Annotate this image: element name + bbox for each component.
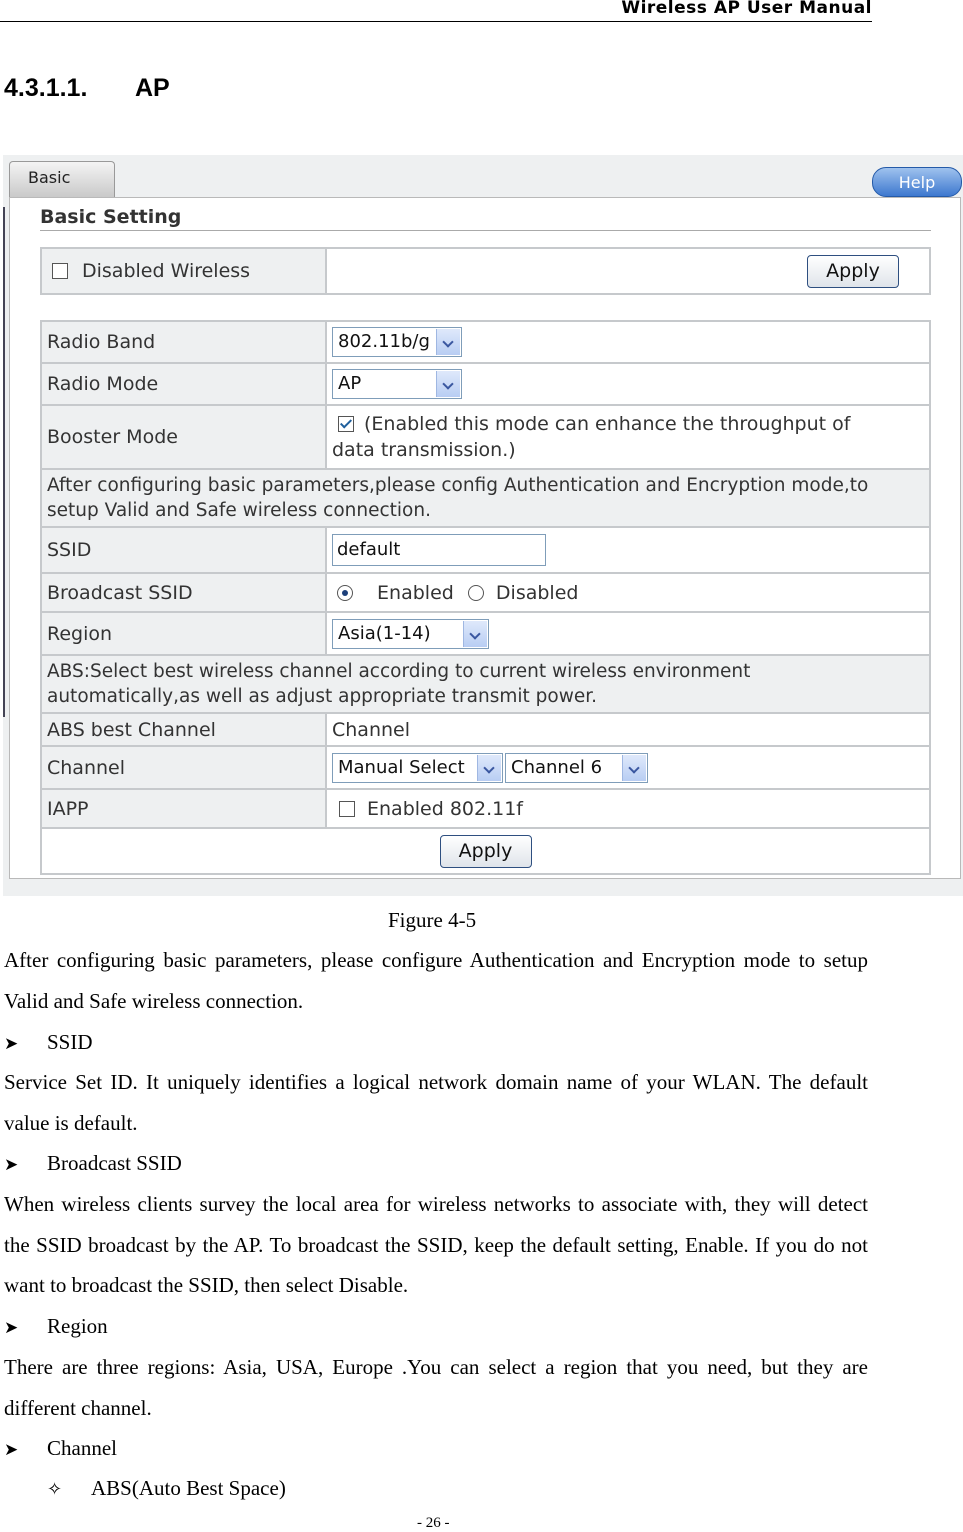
chevron-down-icon — [477, 755, 501, 781]
radio-band-select[interactable] — [332, 327, 462, 357]
radio-mode-select[interactable] — [332, 369, 462, 399]
row-note-auth — [41, 469, 930, 527]
region-value: Asia(1-14) — [338, 622, 431, 644]
bullet-ssid-label: SSID — [47, 1030, 93, 1054]
arrow-bullet-icon: ➤ — [4, 1155, 19, 1175]
iapp-checkbox[interactable] — [339, 801, 355, 817]
sub-bullet-abs-label: ABS(Auto Best Space) — [91, 1476, 286, 1500]
chevron-down-icon — [436, 371, 460, 397]
broadcast-enabled-label: Enabled — [377, 581, 454, 604]
help-button[interactable]: Help — [872, 167, 962, 197]
iapp-label: IAPP — [41, 789, 326, 828]
bullet-ssid — [4, 1022, 93, 1064]
bullet-channel-label: Channel — [47, 1436, 117, 1460]
channel-number-select[interactable] — [505, 753, 648, 783]
row-note-abs — [41, 655, 930, 713]
arrow-bullet-icon: ➤ — [4, 1440, 19, 1460]
disabled-wireless-checkbox[interactable] — [52, 263, 68, 279]
left-edge-divider — [3, 207, 5, 717]
radio-mode-label: Radio Mode — [41, 363, 326, 405]
section-title — [4, 74, 170, 103]
basic-setting-heading: Basic Setting — [40, 206, 182, 228]
broadcast-ssid-label: Broadcast SSID — [41, 573, 326, 612]
row-iapp — [41, 789, 930, 828]
figure-caption: Figure 4-5 — [388, 908, 477, 932]
broadcast-enabled-radio[interactable] — [337, 585, 353, 601]
row-region — [41, 612, 930, 655]
chevron-down-icon — [436, 329, 460, 355]
abs-best-channel-value: Channel — [326, 713, 930, 746]
bullet-region — [4, 1306, 108, 1348]
paragraph-ssid: Service Set ID. It uniquely identifies a logical network domain name of your WLAN. The default value is default. — [4, 1070, 868, 1135]
section-name: AP — [135, 74, 170, 102]
row-abs-best-channel — [41, 713, 930, 746]
row-ssid — [41, 527, 930, 573]
radio-band-value: 802.11b/g — [338, 331, 430, 352]
note-auth-line-2: setup Valid and Safe wireless connection. — [47, 500, 431, 521]
disabled-wireless-label: Disabled Wireless — [82, 260, 251, 282]
paragraph-intro: After configuring basic parameters, please configure Authentication and Encryption mode to setup Valid and Safe wireless connection. — [4, 948, 868, 1013]
paragraph-region: There are three regions: Asia, USA, Europe .You can select a region that you need, but they are different channel. — [4, 1355, 868, 1420]
arrow-bullet-icon: ➤ — [4, 1034, 19, 1054]
note-abs-line-1: ABS:Select best wireless channel according to current wireless environment — [47, 661, 751, 682]
note-abs-line-2: automatically,as well as adjust appropriate transmit power. — [47, 686, 598, 707]
ssid-label: SSID — [41, 527, 326, 573]
bullet-broadcast-ssid — [4, 1143, 182, 1185]
channel-label: Channel — [41, 746, 326, 789]
row-broadcast-ssid — [41, 573, 930, 612]
row-channel — [41, 746, 930, 789]
disabled-wireless-cell — [41, 248, 326, 294]
booster-mode-text-2: data transmission.) — [332, 439, 516, 461]
basic-setting-screenshot — [3, 155, 963, 896]
row-radio-band — [41, 321, 930, 363]
tab-basic[interactable]: Basic — [9, 161, 115, 197]
iapp-value: Enabled 802.11f — [367, 797, 523, 820]
booster-mode-text-1: (Enabled this mode can enhance the throughput of — [364, 413, 851, 435]
radio-band-label: Radio Band — [41, 321, 326, 363]
chevron-down-icon — [622, 755, 646, 781]
broadcast-disabled-radio[interactable] — [468, 585, 484, 601]
apply-button-top[interactable]: Apply — [807, 255, 899, 288]
wireless-settings-table — [40, 320, 931, 875]
page-number: - 26 - — [417, 1515, 450, 1531]
booster-mode-checkbox[interactable] — [338, 416, 354, 432]
page-header: Wireless AP User Manual — [0, 0, 872, 22]
heading-rule — [40, 230, 931, 231]
paragraph-broadcast: When wireless clients survey the local area for wireless networks to associate with, they will detect the SSID broadcast by the AP. To broadcast the SSID, keep the default setting, Enable. If you do not want to broadcast the SSID, then select Disable. — [4, 1192, 868, 1298]
channel-mode-value: Manual Select — [338, 756, 465, 778]
channel-mode-select[interactable] — [332, 753, 503, 783]
region-label: Region — [41, 612, 326, 655]
radio-mode-value: AP — [338, 373, 362, 394]
section-number: 4.3.1.1. — [4, 74, 88, 102]
apply-cell — [326, 248, 930, 294]
ssid-input[interactable]: default — [332, 534, 546, 566]
star-bullet-icon: ✧ — [47, 1479, 63, 1500]
bullet-channel — [4, 1428, 117, 1470]
note-auth-line-1: After configuring basic parameters,please config Authentication and Encryption mode,to — [47, 475, 869, 496]
row-booster-mode — [41, 405, 930, 469]
booster-mode-label: Booster Mode — [41, 405, 326, 469]
region-select[interactable] — [332, 619, 489, 649]
abs-best-channel-label: ABS best Channel — [41, 713, 326, 746]
bullet-broadcast-label: Broadcast SSID — [47, 1151, 182, 1175]
broadcast-disabled-label: Disabled — [495, 581, 579, 604]
arrow-bullet-icon: ➤ — [4, 1318, 19, 1338]
bullet-region-label: Region — [47, 1314, 108, 1338]
disable-wireless-table — [40, 247, 931, 295]
apply-button-bottom[interactable]: Apply — [440, 835, 532, 868]
channel-number-value: Channel 6 — [511, 756, 603, 778]
row-apply — [41, 828, 930, 874]
sub-bullet-abs — [47, 1468, 286, 1510]
row-radio-mode — [41, 363, 930, 405]
chevron-down-icon — [463, 621, 487, 647]
